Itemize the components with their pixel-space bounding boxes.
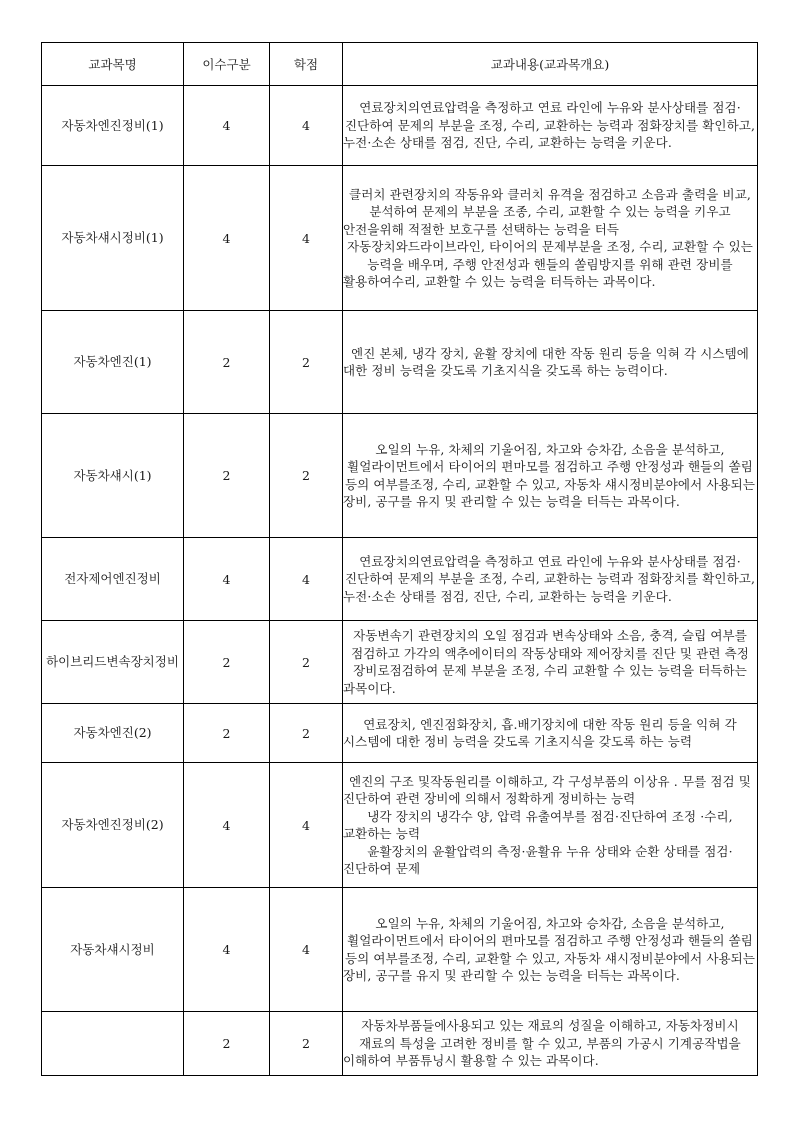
description-paragraph: 오일의 누유, 차체의 기울어짐, 차고와 승차감, 소음을 분석하고, 휠얼라이먼트에서 타이어의 편마모를 점검하고 주행 안정성과 핸들의 쏠림 등의 여부를조정, 수리, 교환할 수 있고, 자동차 섀시정비분야에서 사용되는 장비, 공구를 유지 및 관리할 수 있는 능력을 터득는 과목이다. xyxy=(343,915,756,983)
credits-cell: 2 xyxy=(270,704,343,763)
completion-type-cell: 4 xyxy=(184,86,270,166)
description-paragraph: 자동차부품들에사용되고 있는 재료의 성질을 이해하고, 자동차정비시 재료의 특성을 고려한 정비를 할 수 있고, 부품의 가공시 기계공작법을 이해하여 부품튜닝시 활용할 수 있는 과목이다. xyxy=(343,1018,741,1069)
credits-cell: 4 xyxy=(270,538,343,621)
credits-cell: 2 xyxy=(270,311,343,414)
table-row xyxy=(42,311,758,414)
header-course-description: 교과내용(교과목개요) xyxy=(343,43,758,86)
course-description-cell xyxy=(343,763,758,888)
course-name-cell: 자동차섀시정비(1) xyxy=(42,166,184,311)
course-table xyxy=(41,42,758,1076)
completion-type-cell: 2 xyxy=(184,1012,270,1076)
course-description-cell xyxy=(343,704,758,763)
credits-cell: 2 xyxy=(270,1012,343,1076)
table-row xyxy=(42,166,758,311)
course-description-cell xyxy=(343,621,758,704)
course-description-cell xyxy=(343,888,758,1012)
description-paragraph: 냉각 장치의 냉각수 양, 압력 유출여부를 점검·진단하여 조정 ·수리, 교환하는 능력 xyxy=(343,808,733,841)
table-row xyxy=(42,414,758,538)
description-paragraph: 엔진의 구조 및작동원리를 이해하고, 각 구성부품의 이상유 . 무를 점검 및 진단하여 관련 장비에 의해서 정확하게 정비하는 능력 xyxy=(343,773,751,806)
completion-type-cell: 2 xyxy=(184,414,270,538)
course-description-cell xyxy=(343,86,758,166)
table-body xyxy=(42,86,758,1076)
course-name-cell: 자동차엔진(1) xyxy=(42,311,184,414)
description-paragraph: 자동장치와드라이브라인, 타이어의 문제부분을 조정, 수리, 교환할 수 있는 능력을 배우며, 주행 안전성과 핸들의 쏠림방지를 위해 관련 장비를 활용하여수리, 교환할 수 있는 능력을 터득하는 과목이다. xyxy=(343,239,753,289)
table-row xyxy=(42,763,758,888)
description-paragraph: 연료장치의연료압력을 측정하고 연료 라인에 누유와 분사상태를 점검·진단하여 문제의 부분을 조정, 수리, 교환하는 능력과 점화장치를 확인하고, 누전·소손 상태를 점검, 진단, 수리, 교환하는 능력을 키운다. xyxy=(343,553,756,604)
course-name-cell: 자동차섀시정비 xyxy=(42,888,184,1012)
table-row xyxy=(42,888,758,1012)
completion-type-cell: 2 xyxy=(184,704,270,763)
description-paragraph: 클러치 관련장치의 작동유와 클러치 유격을 점검하고 소음과 출력을 비교, 분석하여 문제의 부분을 조종, 수리, 교환할 수 있는 능력을 키우고 안전을위해 적절한 보호구를 선택하는 능력을 터득 xyxy=(343,186,751,237)
header-completion-type: 이수구분 xyxy=(184,43,270,86)
credits-cell: 2 xyxy=(270,621,343,704)
description-paragraph: 연료장치, 엔진점화장치, 흡.배기장치에 대한 작동 원리 등을 익혀 각 시스템에 대한 정비 능력을 갖도록 기초지식을 갖도록 하는 능력 xyxy=(343,716,737,749)
credits-cell: 4 xyxy=(270,763,343,888)
course-name-cell: 하이브리드변속장치정비 xyxy=(42,621,184,704)
credits-cell: 4 xyxy=(270,166,343,311)
completion-type-cell: 2 xyxy=(184,311,270,414)
completion-type-cell: 4 xyxy=(184,888,270,1012)
description-paragraph: 엔진 본체, 냉각 장치, 윤활 장치에 대한 작동 원리 등을 익혀 각 시스템에 대한 정비 능력을 갖도록 기초지식을 갖도록 하는 능력이다. xyxy=(343,345,749,378)
table-row xyxy=(42,704,758,763)
description-paragraph: 연료장치의연료압력을 측정하고 연료 라인에 누유와 분사상태를 점검·진단하여 문제의 부분을 조정, 수리, 교환하는 능력과 점화장치를 확인하고, 누전·소손 상태를 점검, 진단, 수리, 교환하는 능력을 키운다. xyxy=(343,100,756,151)
course-name-cell: 자동차엔진(2) xyxy=(42,704,184,763)
course-name-cell: 자동차섀시(1) xyxy=(42,414,184,538)
course-description-cell xyxy=(343,166,758,311)
course-name-cell: 자동차엔진정비(1) xyxy=(42,86,184,166)
table-row xyxy=(42,86,758,166)
description-paragraph: 윤활장치의 윤활압력의 측정·윤활유 누유 상태와 순환 상태를 점검·진단하여 문제 xyxy=(343,843,733,876)
completion-type-cell: 4 xyxy=(184,538,270,621)
credits-cell: 4 xyxy=(270,86,343,166)
completion-type-cell: 4 xyxy=(184,763,270,888)
description-paragraph: 자동변속기 관련장치의 오일 점검과 변속상태와 소음, 충격, 슬립 여부를 점검하고 가각의 액추에이터의 작동상태와 제어장치를 진단 및 관련 측정 장비로점검하여 문제 부분을 조정, 수리 교환할 수 있는 능력을 터득하는 과목이다. xyxy=(343,628,749,696)
credits-cell: 4 xyxy=(270,888,343,1012)
description-paragraph: 오일의 누유, 차체의 기울어짐, 차고와 승차감, 소음을 분석하고, 휠얼라이먼트에서 타이어의 편마모를 점검하고 주행 안정성과 핸들의 쏠림 등의 여부를조정, 수리, 교환할 수 있고, 자동차 섀시정비분야에서 사용되는 장비, 공구를 유지 및 관리할 수 있는 능력을 터득는 과목이다. xyxy=(343,441,756,509)
table-row xyxy=(42,621,758,704)
course-description-cell xyxy=(343,414,758,538)
course-name-cell xyxy=(42,1012,184,1076)
course-description-cell xyxy=(343,311,758,414)
table-header-row xyxy=(42,43,758,86)
header-course-name: 교과목명 xyxy=(42,43,184,86)
header-credits: 학점 xyxy=(270,43,343,86)
completion-type-cell: 4 xyxy=(184,166,270,311)
table-row xyxy=(42,538,758,621)
credits-cell: 2 xyxy=(270,414,343,538)
course-description-cell xyxy=(343,538,758,621)
course-description-cell xyxy=(343,1012,758,1076)
course-name-cell: 자동차엔진정비(2) xyxy=(42,763,184,888)
course-name-cell: 전자제어엔진정비 xyxy=(42,538,184,621)
document-page xyxy=(41,42,757,1076)
table-row xyxy=(42,1012,758,1076)
completion-type-cell: 2 xyxy=(184,621,270,704)
